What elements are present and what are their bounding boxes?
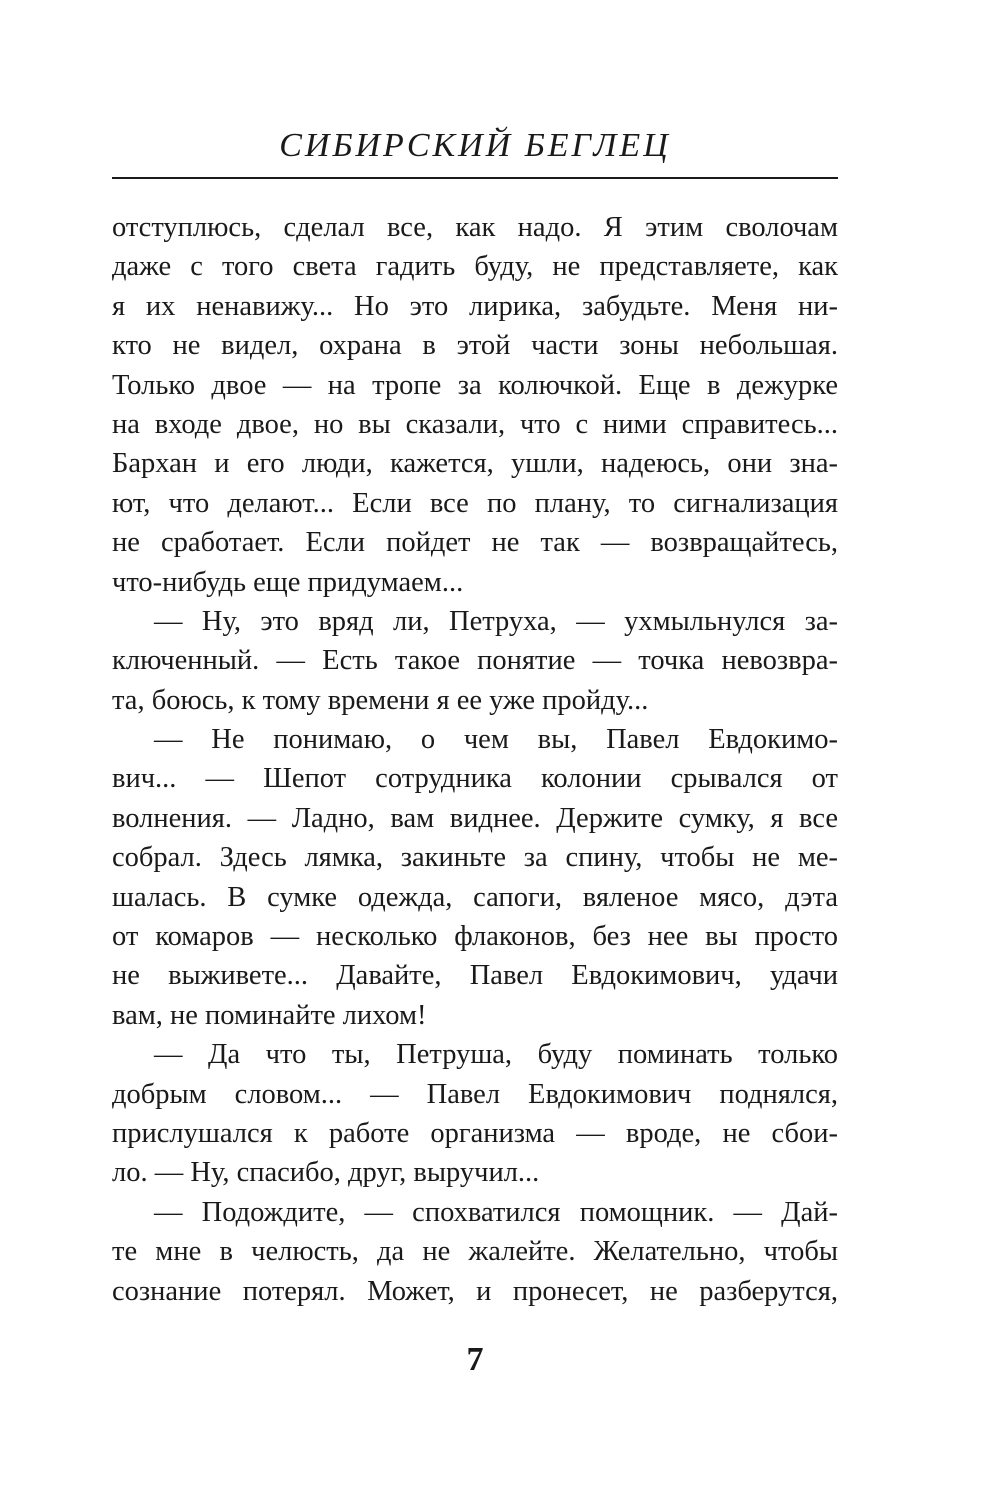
text-line: я их ненавижу... Но это лирика, забудьте. Меня ни- <box>112 290 838 322</box>
text-line: ют, что делают... Если все по плану, то сигнализация <box>112 487 838 519</box>
text-line: прислушался к работе организма — вроде, не сбои- <box>112 1117 838 1149</box>
text-line: кто не видел, охрана в этой части зоны небольшая. <box>112 330 838 362</box>
text-line: что-нибудь еще придумаем... <box>112 566 464 598</box>
running-title: СИБИРСКИЙ БЕГЛЕЦ <box>279 127 671 164</box>
text-line: сознание потерял. Может, и пронесет, не разберутся, <box>112 1275 838 1307</box>
text-line: — Ну, это вряд ли, Петруха, — ухмыльнулся за- <box>154 605 838 637</box>
text-line: те мне в челюсть, да не жалейте. Желательно, чтобы <box>112 1236 838 1268</box>
text-line: даже с того света гадить буду, не представляете, как <box>112 251 838 283</box>
text-line: не сработает. Если пойдет не так — возвращайтесь, <box>112 527 838 559</box>
text-line: — Не понимаю, о чем вы, Павел Евдокимо- <box>154 724 838 756</box>
body-text <box>112 208 838 1311</box>
text-line: Бархан и его люди, кажется, ушли, надеюсь, они зна- <box>112 448 838 480</box>
text-line: волнения. — Ладно, вам виднее. Держите сумку, я все <box>112 802 838 834</box>
text-line: — Подождите, — спохватился помощник. — Дай- <box>154 1196 838 1228</box>
text-line: собрал. Здесь лямка, закиньте за спину, чтобы не ме- <box>112 842 838 874</box>
text-line: от комаров — несколько флаконов, без нее вы просто <box>112 921 838 953</box>
header-rule <box>112 177 838 179</box>
text-line: добрым словом... — Павел Евдокимович поднялся, <box>112 1078 838 1110</box>
text-line: — Да что ты, Петруша, буду поминать только <box>154 1039 838 1071</box>
text-line: на входе двое, но вы сказали, что с ними справитесь... <box>112 408 838 440</box>
text-line: вич... — Шепот сотрудника колонии срывался от <box>112 763 838 795</box>
text-line: не выживете... Давайте, Павел Евдокимович, удачи <box>112 960 838 992</box>
text-line: ключенный. — Есть такое понятие — точка невозвра- <box>112 645 838 677</box>
text-line: ло. — Ну, спасибо, друг, выручил... <box>112 1157 540 1189</box>
text-line: вам, не поминайте лихом! <box>112 999 427 1031</box>
text-line: та, боюсь, к тому времени я ее уже пройду... <box>112 684 649 716</box>
text-line: Только двое — на тропе за колючкой. Еще в дежурке <box>112 369 838 401</box>
page-number: 7 <box>466 1341 484 1378</box>
text-line: отступлюсь, сделал все, как надо. Я этим сволочам <box>112 212 838 243</box>
text-line: шалась. В сумке одежда, сапоги, вяленое мясо, дэта <box>112 881 838 913</box>
